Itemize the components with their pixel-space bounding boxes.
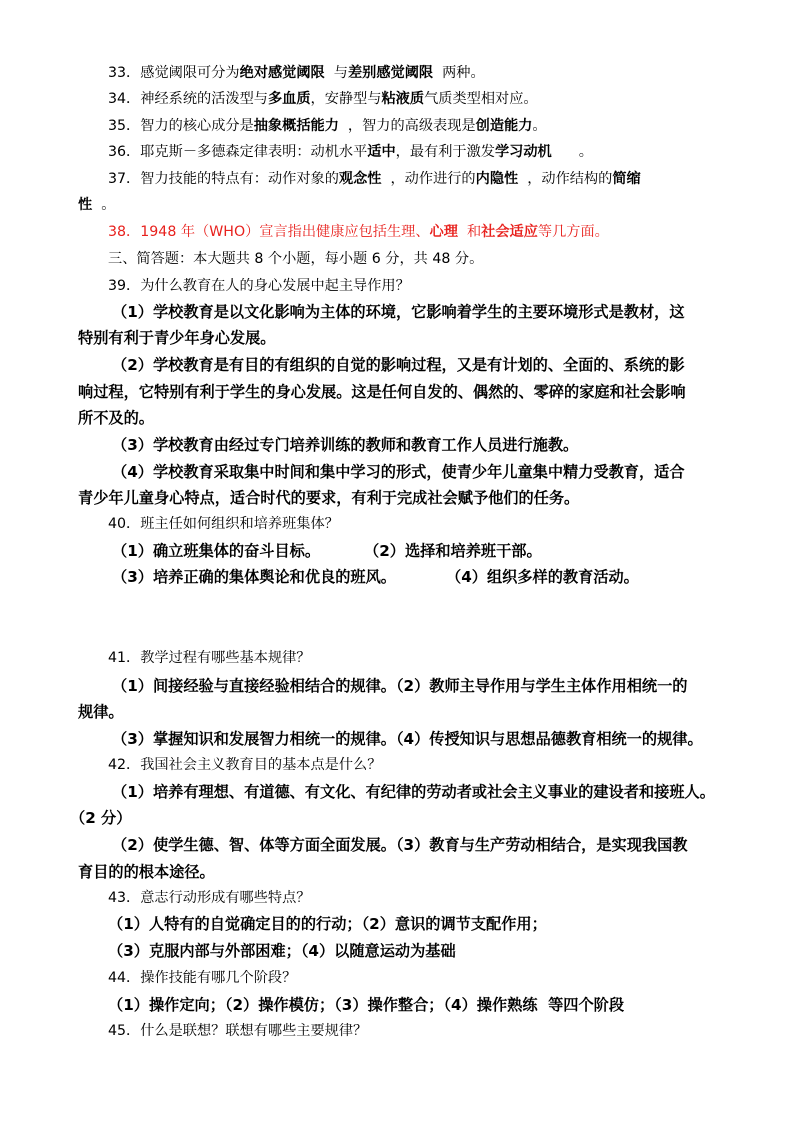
answer-term: 抽象概括能力	[253, 118, 339, 134]
answer-text: （3）掌握知识和发展智力相统一的规律。（4）传授知识与思想品德教育相统一的规律。	[112, 730, 703, 748]
answer-text: 响过程，它特别有利于学生的身心发展。这是任何自发的、偶然的、零碎的家庭和社会影响	[78, 383, 686, 401]
answer-text: 育目的的根本途径。	[78, 863, 215, 881]
answer-text: （4）学校教育采取集中时间和集中学习的形式，使青少年儿童集中精力受教育，适合	[112, 463, 685, 481]
answer-term: 差别感觉阈限	[347, 65, 434, 81]
answer-term: 内隐性	[475, 171, 519, 187]
item-number: 35．	[108, 118, 141, 134]
answer-term: 粘液质	[381, 91, 425, 107]
answer-text: 青少年儿童身心特点，适合时代的要求，有利于完成社会赋予他们的任务。	[78, 489, 580, 507]
item-36: 36．耶克斯－多德森定律表明：动机水平适中，最有利于激发学习动机 。	[108, 144, 593, 160]
section-heading: 三、简答题：本大题共 8 个小题，每小题 6 分，共 48 分。	[108, 251, 484, 267]
question-44: 44．操作技能有哪几个阶段？	[108, 970, 297, 986]
answer-text: （2）使学生德、智、体等方面全面发展。（3）教育与生产劳动相结合，是实现我国教	[112, 836, 688, 854]
item-38: 38．1948 年（WHO）宣言指出健康应包括生理、心理 和社会适应等几方面。	[108, 224, 609, 240]
answer-text: （2 分）	[70, 809, 132, 827]
answer-term: 社会适应	[481, 224, 538, 240]
item-number: 38．	[108, 224, 141, 240]
answer-text: （3）克服内部与外部困难；（4）以随意运动为基础	[108, 942, 456, 960]
item-number: 33．	[108, 65, 141, 81]
answer-term: 心理	[429, 224, 458, 240]
answer-text: （3）学校教育由经过专门培养训练的教师和教育工作人员进行施教。	[112, 436, 579, 454]
answer-text: （1）人特有的自觉确定目的的行动；（2）意识的调节支配作用；	[108, 915, 547, 933]
question-39: 39．为什么教育在人的身心发展中起主导作用？	[108, 278, 410, 294]
item-33: 33．感觉阈限可分为绝对感觉阈限 与差别感觉阈限 两种。	[108, 65, 485, 81]
item-34: 34．神经系统的活泼型与多血质，安静型与粘液质气质类型相对应。	[108, 91, 538, 107]
item-37-continued: 性 。	[78, 197, 116, 213]
answer-text: （4）组织多样的教育活动。	[446, 568, 639, 586]
question-40: 40．班主任如何组织和培养班集体？	[108, 516, 339, 532]
answer-text: 所不及的。	[78, 409, 154, 427]
answer-text: 规律。	[78, 703, 124, 721]
answer-term: 适中	[367, 144, 396, 160]
question-41: 41．教学过程有哪些基本规律？	[108, 650, 311, 666]
question-45: 45．什么是联想？联想有哪些主要规律？	[108, 1023, 368, 1039]
answer-text: （1）确立班集体的奋斗目标。	[112, 542, 321, 560]
item-number: 34．	[108, 91, 141, 107]
answer-text: （1）操作定向；（2）操作模仿；（3）操作整合；（4）操作熟练 等四个阶段	[108, 996, 625, 1014]
answer-text: （3）培养正确的集体舆论和优良的班风。	[112, 568, 396, 586]
answer-text: （1）培养有理想、有道德、有文化、有纪律的劳动者或社会主义事业的建设者和接班人。	[112, 783, 715, 801]
answer-text: （1）学校教育是以文化影响为主体的环境，它影响着学生的主要环境形式是教材，这	[112, 303, 685, 321]
answer-term: 学习动机	[494, 144, 552, 160]
item-number: 37．	[108, 171, 141, 187]
answer-text: （2）学校教育是有目的有组织的自觉的影响过程，又是有计划的、全面的、系统的影	[112, 356, 685, 374]
answer-term: 观念性	[338, 171, 382, 187]
answer-term: 简缩	[612, 171, 641, 187]
item-number: 36．	[108, 144, 141, 160]
answer-text: 特别有利于青少年身心发展。	[78, 329, 276, 347]
item-35: 35．智力的核心成分是抽象概括能力 ，智力的高级表现是创造能力。	[108, 118, 547, 134]
answer-term: 多血质	[267, 91, 311, 107]
answer-text: （1）间接经验与直接经验相结合的规律。（2）教师主导作用与学生主体作用相统一的	[112, 677, 688, 695]
question-43: 43．意志行动形成有哪些特点？	[108, 890, 311, 906]
answer-term: 性	[78, 197, 93, 213]
item-37: 37．智力技能的特点有：动作对象的观念性 ，动作进行的内隐性 ，动作结构的简缩	[108, 171, 641, 187]
answer-term: 创造能力	[475, 118, 533, 134]
answer-text: （2）选择和培养班干部。	[364, 542, 542, 560]
question-42: 42．我国社会主义教育目的基本点是什么？	[108, 757, 382, 773]
answer-term: 绝对感觉阈限	[239, 65, 325, 81]
